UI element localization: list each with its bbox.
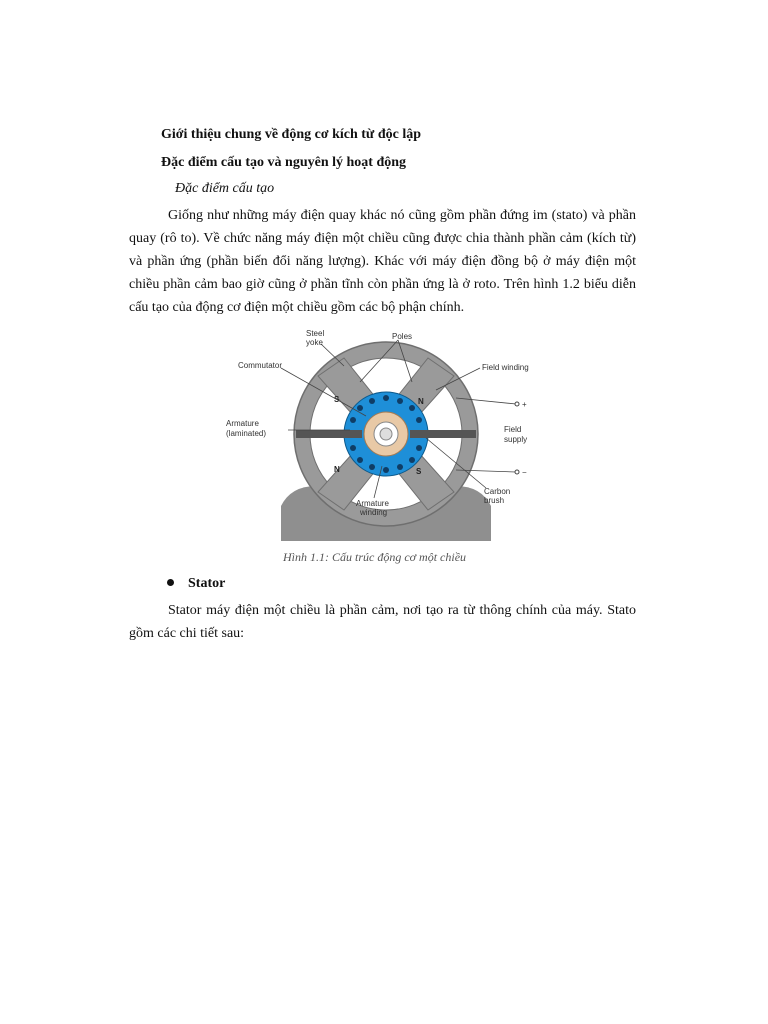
label-armature-winding-1: Armature <box>356 499 389 508</box>
label-yoke: yoke <box>306 338 323 347</box>
bullet-label: Stator <box>188 576 226 591</box>
dc-motor-figure <box>226 326 546 546</box>
subsubsection-heading: Đặc điểm cấu tạo <box>175 181 275 196</box>
label-minus: − <box>522 468 527 477</box>
pole-letter: N <box>418 397 424 406</box>
right-brush <box>410 430 476 438</box>
pole-letter: S <box>334 395 340 404</box>
dc-motor-diagram <box>226 326 546 546</box>
section-heading: Giới thiệu chung về động cơ kích từ độc lập <box>161 127 421 142</box>
label-field: Field <box>504 425 522 434</box>
label-poles: Poles <box>392 332 413 341</box>
label-field-winding: Field winding <box>482 363 529 372</box>
bullet-icon <box>167 579 174 586</box>
figure-caption: Hình 1.1: Cấu trúc động cơ một chiều <box>283 550 467 564</box>
stator-paragraph: Stator máy điện một chiều là phần cảm, nơi tạo ra từ thông chính của máy. Stato gồm các chi tiết sau: <box>129 603 636 641</box>
label-carbon: Carbon <box>484 487 511 496</box>
label-commutator: Commutator <box>238 361 283 370</box>
label-armature: Armature <box>226 419 259 428</box>
pole-letter: S <box>416 467 422 476</box>
intro-paragraph: Giống như những máy điện quay khác nó cũng gồm phần đứng im (stato) và phần quay (rô to). Về chức năng máy điện một chiều cũng được chia thành phần cảm (kích từ) và phần ứng (phần biến đổi năng lượng). Khác với máy điện đồng bộ ở máy điện một chiều phần cảm bao giờ cũng ở phần tĩnh còn phần ứng là ở roto. Trên hình 1.2 biểu diễn cấu tạo của động cơ điện một chiều gồm các bộ phận chính. <box>129 208 636 315</box>
label-supply: supply <box>504 435 528 444</box>
label-armature-winding-2: winding <box>360 508 388 517</box>
subsection-heading: Đặc điểm cấu tạo và nguyên lý hoạt động <box>161 155 407 170</box>
pole-letter: N <box>334 465 340 474</box>
label-brush: brush <box>484 496 505 505</box>
label-plus: + <box>522 400 527 409</box>
label-armature-laminated: (laminated) <box>226 429 267 438</box>
left-brush <box>296 430 362 438</box>
label-steel: Steel <box>306 329 325 338</box>
